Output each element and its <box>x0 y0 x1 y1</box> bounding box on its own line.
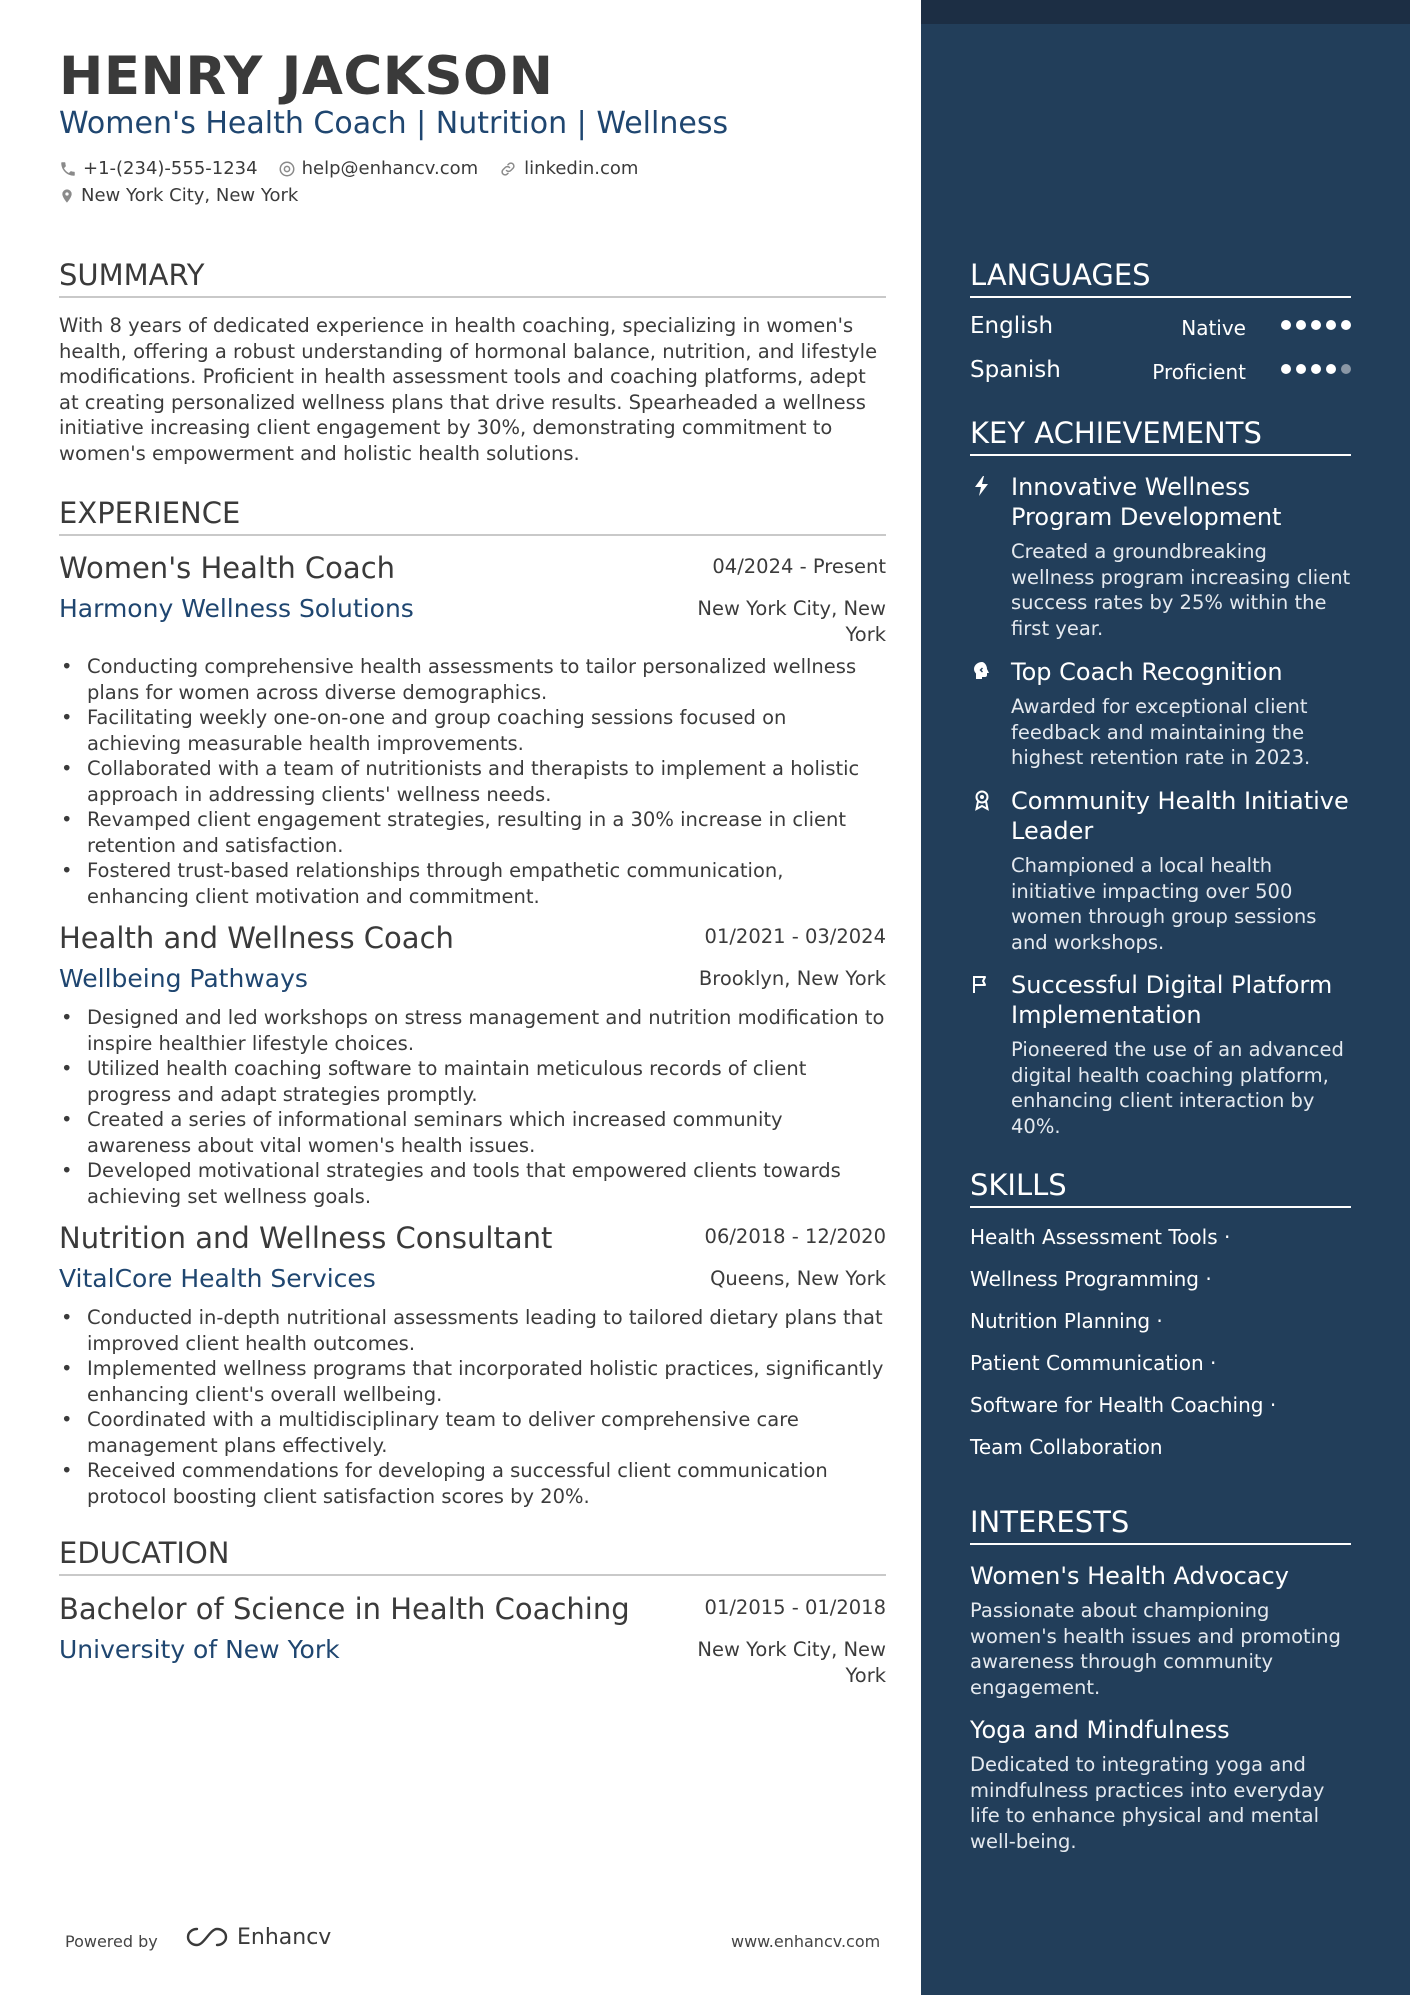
school-name: University of New York <box>59 1635 340 1664</box>
interest-desc: Dedicated to integrating yoga and mindfulness practices into everyday life to enhance physical and mental well-being. <box>970 1753 1325 1853</box>
rating-dot-filled <box>1281 320 1291 330</box>
rating-dot-filled <box>1326 364 1336 374</box>
achievement-desc: Championed a local health initiative impacting over 500 women through group sessions and workshops. <box>1011 854 1317 954</box>
job-bullet: • Facilitating weekly one-on-one and group coaching sessions focused on achieving measurable health improvements. <box>87 705 886 756</box>
lightning-icon <box>970 474 994 498</box>
summary-text: With 8 years of dedicated experience in health coaching, specializing in women's health, offering a robust understanding of hormonal balance, nutrition, and lifestyle modifications. Proficient in health assessment tools and coaching platforms, adept at creating personalized wellness plans that drive results. Spearheaded a wellness initiative increasing client engagement by 30%, demonstrating commitment to women's empowerment and holistic health solutions. <box>59 314 878 465</box>
location-pin-icon <box>59 187 75 205</box>
rating-dot-filled <box>1296 364 1306 374</box>
phone-icon <box>59 160 77 178</box>
achievement-title: Successful Digital Platform Implementation <box>1011 971 1333 1029</box>
language-level: Proficient <box>1152 360 1246 384</box>
rating-dot-filled <box>1281 364 1291 374</box>
contact-email[interactable] <box>278 158 479 179</box>
language-row <box>970 313 1351 343</box>
language-rating <box>1276 320 1351 330</box>
job-bullet: • Collaborated with a team of nutritionists and therapists to implement a holistic approach in addressing clients' wellness needs. <box>87 756 886 807</box>
job-company: Wellbeing Pathways <box>59 964 308 993</box>
rating-dot-filled <box>1311 364 1321 374</box>
job-date: 01/2021 - 03/2024 <box>704 925 886 948</box>
skill-item: Wellness Programming · <box>970 1267 1212 1291</box>
enhancv-logo-icon <box>183 1924 231 1950</box>
language-rating <box>1276 364 1351 374</box>
skill-item: Software for Health Coaching · <box>970 1393 1277 1417</box>
rating-dot-filled <box>1341 320 1351 330</box>
job-bullet: • Created a series of informational seminars which increased community awareness about vital women's health issues. <box>87 1107 886 1158</box>
education-date: 01/2015 - 01/2018 <box>704 1596 886 1619</box>
sidebar-topbar <box>921 0 1410 24</box>
achievement-desc: Created a groundbreaking wellness program increasing client success rates by 25% within the first year. <box>1011 540 1351 640</box>
language-name: Spanish <box>970 357 1061 383</box>
candidate-name: HENRY JACKSON <box>59 46 554 107</box>
interest-desc: Passionate about championing women's health issues and promoting awareness through community engagement. <box>970 1599 1341 1699</box>
contact-linkedin[interactable] <box>498 158 638 179</box>
job-bullet: • Developed motivational strategies and tools that empowered clients towards achieving set wellness goals. <box>87 1158 886 1209</box>
footer-powered-by: Powered by <box>65 1932 158 1951</box>
languages-heading: LANGUAGES <box>970 258 1351 298</box>
interests-heading: INTERESTS <box>970 1505 1351 1545</box>
job-bullets <box>59 654 886 909</box>
contact-row <box>59 158 658 179</box>
interest-title: Yoga and Mindfulness <box>970 1716 1230 1744</box>
experience-heading: EXPERIENCE <box>59 496 886 536</box>
job-title: Women's Health Coach <box>59 551 396 585</box>
education-heading: EDUCATION <box>59 1536 886 1576</box>
award-icon <box>970 788 994 812</box>
email-text: help@enhancv.com <box>301 158 479 179</box>
candidate-title: Women's Health Coach | Nutrition | Wellness <box>59 106 729 141</box>
link-icon <box>498 160 518 178</box>
achievement-title: Innovative Wellness Program Development <box>1011 473 1282 531</box>
brain-icon <box>970 659 994 683</box>
language-row <box>970 357 1351 387</box>
footer-url[interactable]: www.enhancv.com <box>731 1932 881 1951</box>
job-bullet: • Conducted in-depth nutritional assessments leading to tailored dietary plans that improved client health outcomes. <box>87 1305 886 1356</box>
skills-heading: SKILLS <box>970 1168 1351 1208</box>
rating-dot-filled <box>1296 320 1306 330</box>
job-bullet: • Coordinated with a multidisciplinary team to deliver comprehensive care management plans effectively. <box>87 1407 886 1458</box>
interest-title: Women's Health Advocacy <box>970 1562 1289 1590</box>
linkedin-text: linkedin.com <box>524 158 639 179</box>
language-name: English <box>970 313 1054 339</box>
job-bullets <box>59 1005 886 1209</box>
contact-phone[interactable] <box>59 158 258 179</box>
location-text: New York City, New York <box>81 185 299 206</box>
degree-title: Bachelor of Science in Health Coaching <box>59 1592 630 1626</box>
job-company: VitalCore Health Services <box>59 1264 376 1293</box>
achievement-desc: Pioneered the use of an advanced digital health coaching platform, enhancing client interaction by 40%. <box>1011 1038 1344 1138</box>
job-bullet: • Designed and led workshops on stress management and nutrition modification to inspire healthier lifestyle choices. <box>87 1005 886 1056</box>
achievement-desc: Awarded for exceptional client feedback and maintaining the highest retention rate in 2023. <box>1011 695 1311 769</box>
at-icon <box>278 160 296 178</box>
flag-icon <box>970 972 994 996</box>
rating-dot-filled <box>1311 320 1321 330</box>
job-bullets <box>59 1305 886 1509</box>
job-title: Nutrition and Wellness Consultant <box>59 1221 553 1255</box>
job-title: Health and Wellness Coach <box>59 921 454 955</box>
rating-dot-filled <box>1326 320 1336 330</box>
skill-item: Patient Communication · <box>970 1351 1217 1375</box>
job-location: Brooklyn, New York <box>698 967 886 990</box>
phone-text: +1-(234)-555-1234 <box>83 158 258 179</box>
achievement-title: Community Health Initiative Leader <box>1011 787 1349 845</box>
job-date: 04/2024 - Present <box>712 555 886 578</box>
education-location: New York City, New York <box>697 1638 886 1687</box>
job-bullet: • Utilized health coaching software to maintain meticulous records of client progress and adapt strategies promptly. <box>87 1056 886 1107</box>
rating-dot-empty <box>1341 364 1351 374</box>
job-bullet: • Implemented wellness programs that incorporated holistic practices, significantly enhancing client's overall wellbeing. <box>87 1356 886 1407</box>
job-date: 06/2018 - 12/2020 <box>704 1225 886 1248</box>
enhancv-logo[interactable] <box>183 1924 331 1950</box>
skill-item: Team Collaboration <box>970 1435 1163 1459</box>
job-location: Queens, New York <box>710 1267 886 1290</box>
job-company: Harmony Wellness Solutions <box>59 594 414 623</box>
contact-row-2 <box>59 185 318 206</box>
job-bullet: • Conducting comprehensive health assessments to tailor personalized wellness plans for women across diverse demographics. <box>87 654 886 705</box>
language-level: Native <box>1181 316 1246 340</box>
job-bullet: • Revamped client engagement strategies, resulting in a 30% increase in client retention and satisfaction. <box>87 807 886 858</box>
job-bullet: • Fostered trust-based relationships through empathetic communication, enhancing client motivation and commitment. <box>87 858 886 909</box>
achievement-title: Top Coach Recognition <box>1011 658 1283 686</box>
enhancv-logo-text: Enhancv <box>237 1924 332 1950</box>
job-location: New York City, New York <box>697 597 886 646</box>
skill-item: Nutrition Planning · <box>970 1309 1163 1333</box>
job-bullet: • Received commendations for developing a successful client communication protocol boosting client satisfaction scores by 20%. <box>87 1458 886 1509</box>
contact-location <box>59 185 298 206</box>
summary-heading: SUMMARY <box>59 258 886 298</box>
achievements-heading: KEY ACHIEVEMENTS <box>970 416 1351 456</box>
skill-item: Health Assessment Tools · <box>970 1225 1231 1249</box>
